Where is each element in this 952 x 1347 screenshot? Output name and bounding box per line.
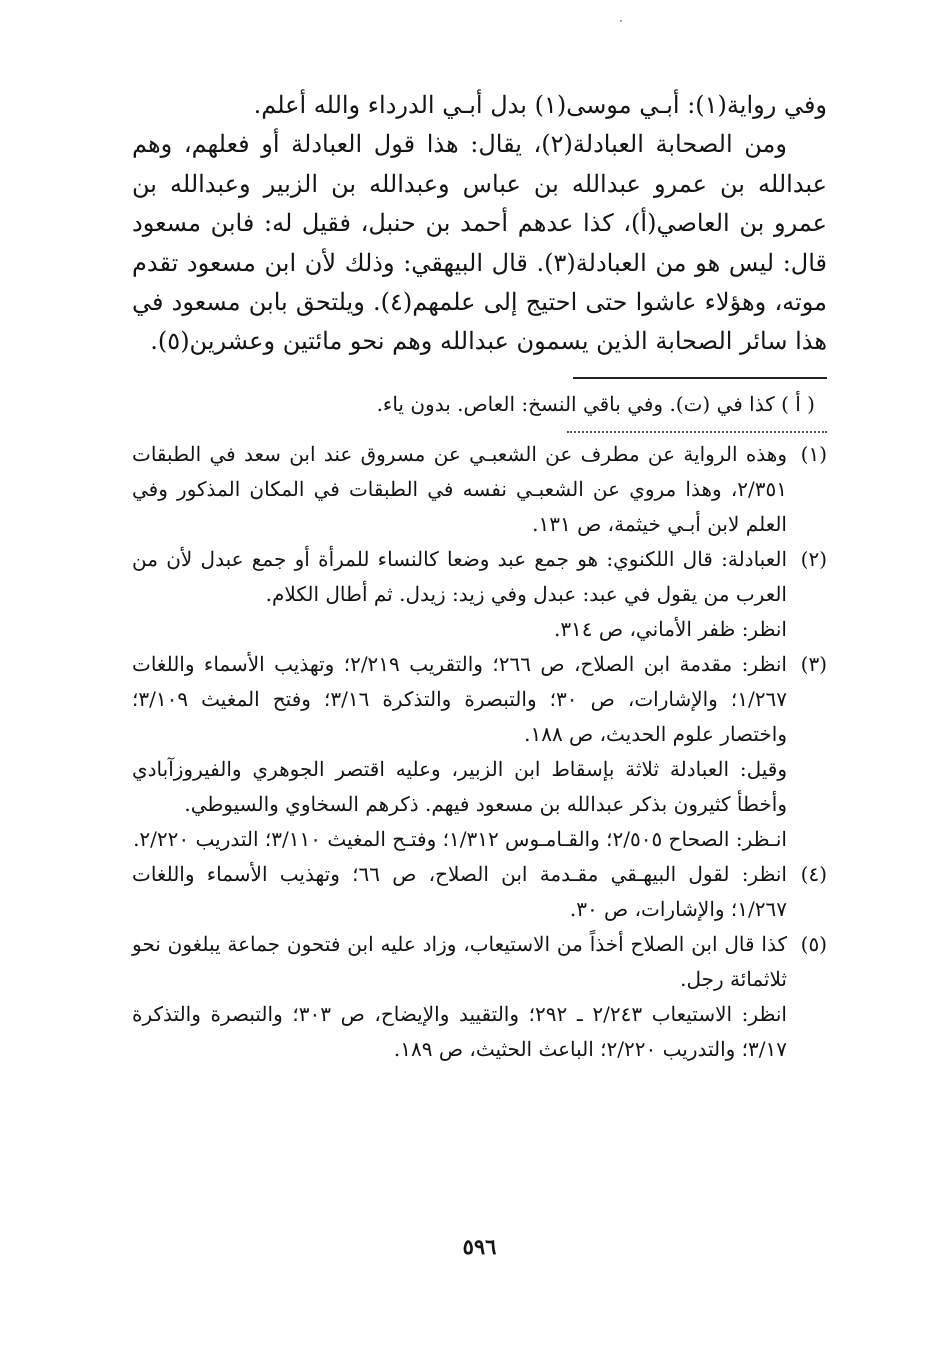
footnotes: [132, 437, 827, 1067]
footnote-number: (٢): [800, 546, 827, 571]
main-text: [132, 86, 827, 362]
dotted-separator: [567, 431, 827, 433]
footnote-number: (٤): [800, 861, 827, 886]
variant-note: ( أ ) كذا في (ت). وفي باقي النسخ: العاص. بدون ياء.: [376, 391, 815, 416]
footnote-number: (١): [800, 441, 827, 466]
footnote-paragraph: انظر: ظفر الأماني، ص ٣١٤.: [553, 616, 787, 641]
footnote-paragraph: انظر: لقول البيهـقي مقـدمة ابن الصلاح، ص ٦٦؛ وتهذيب الأسماء واللغات ١/٢٦٧؛ والإشارات، ص ٣٠.: [132, 861, 787, 921]
footnote-2: [132, 542, 827, 647]
footnote-1: [132, 437, 827, 542]
footnote-paragraph: انظر: الاستيعاب ٢/٢٤٣ ـ ٢٩٢؛ والتقييد والإيضاح، ص ٣٠٣؛ والتبصرة والتذكرة ٣/١٧؛ والتدريب ٢/٢٢٠؛ الباعث الحثيث، ص ١٨٩.: [132, 1001, 787, 1061]
footnote-paragraph: وقيل: العبادلة ثلاثة بإسقاط ابن الزبير، وعليه اقتصر الجوهري والفيروزآبادي وأخطأ كثيرون بذكر عبدالله بن مسعود فيهم. ذكرهم السخاوي والسيوطي.: [132, 756, 787, 816]
footnote-paragraph: كذا قال ابن الصلاح أخذاً من الاستيعاب، وزاد عليه ابن فتحون جماعة يبلغون نحو ثلاثمائة رجل.: [132, 931, 787, 991]
footnote-body: [132, 647, 787, 857]
footnote-paragraph: العبادلة: قال اللكنوي: هو جمع عبد وضعا كالنساء للمرأة أو جمع عبدل لأن من العرب من يقول في عبد: عبدل وفي زيد: زيدل. ثم أطال الكلام.: [132, 546, 787, 606]
main-paragraph-2: ومن الصحابة العبادلة(٢)، يقال: هذا قول العبادلة أو فعلهم، وهم عبدالله بن عمرو عبدالله بن عباس وعبدالله بن الزبير وعبدالله بن عمرو بن العاصي(أ)، كذا عدهم أحمد بن حنبل، فقيل له: فابن مسعود قال: ليس هو من العبادلة(٣). قال البيهقي: وذلك لأن ابن مسعود تقدم موته، وهؤلاء عاشوا حتى احتيج إلى علمهم(٤). ويلتحق بابن مسعود في هذا سائر الصحابة الذين يسمون عبدالله وهم نحو مائتين وعشرين(٥).: [132, 130, 828, 356]
footnote-separator: [573, 377, 827, 379]
footnote-body: [132, 857, 787, 927]
page-number: ٥٩٦: [462, 1234, 497, 1259]
footnote-body: [132, 542, 787, 647]
footnote-4: [132, 857, 827, 927]
footnote-number: (٥): [800, 931, 827, 956]
scan-speck: [620, 20, 622, 22]
footnote-body: [132, 927, 787, 1067]
footnote-paragraph: انـظر: الصحاح ٢/٥٠٥؛ والقـامـوس ١/٣١٢؛ وفتـح المغيث ٣/١١٠؛ التدريب ٢/٢٢٠.: [133, 826, 787, 851]
footnote-number: (٣): [800, 651, 827, 676]
main-paragraph-1: وفي رواية(١): أبـي موسى(١) بدل أبـي الدرداء والله أعلم.: [253, 91, 827, 119]
book-page: [132, 86, 827, 1286]
footnote-body: [132, 437, 787, 542]
footnote-paragraph: انظر: مقدمة ابن الصلاح، ص ٢٦٦؛ والتقريب ٢/٢١٩؛ وتهذيب الأسماء واللغات ١/٢٦٧؛ والإشارات، ص ٣٠؛ والتبصرة والتذكرة ٣/١٦؛ وفتح المغيث ٣/١٠٩؛ واختصار علوم الحديث، ص ١٨٨.: [132, 651, 787, 746]
footnote-5: [132, 927, 827, 1067]
footnote-paragraph: وهذه الرواية عن مطرف عن الشعبـي عن مسروق عند ابن سعد في الطبقات ٢/٣٥١، وهذا مروي عن الشعبـي نفسه في الطبقات في المكان المذكور وفي العلم لابن أبـي خيثمة، ص ١٣١.: [132, 441, 787, 536]
footnote-3: [132, 647, 827, 857]
